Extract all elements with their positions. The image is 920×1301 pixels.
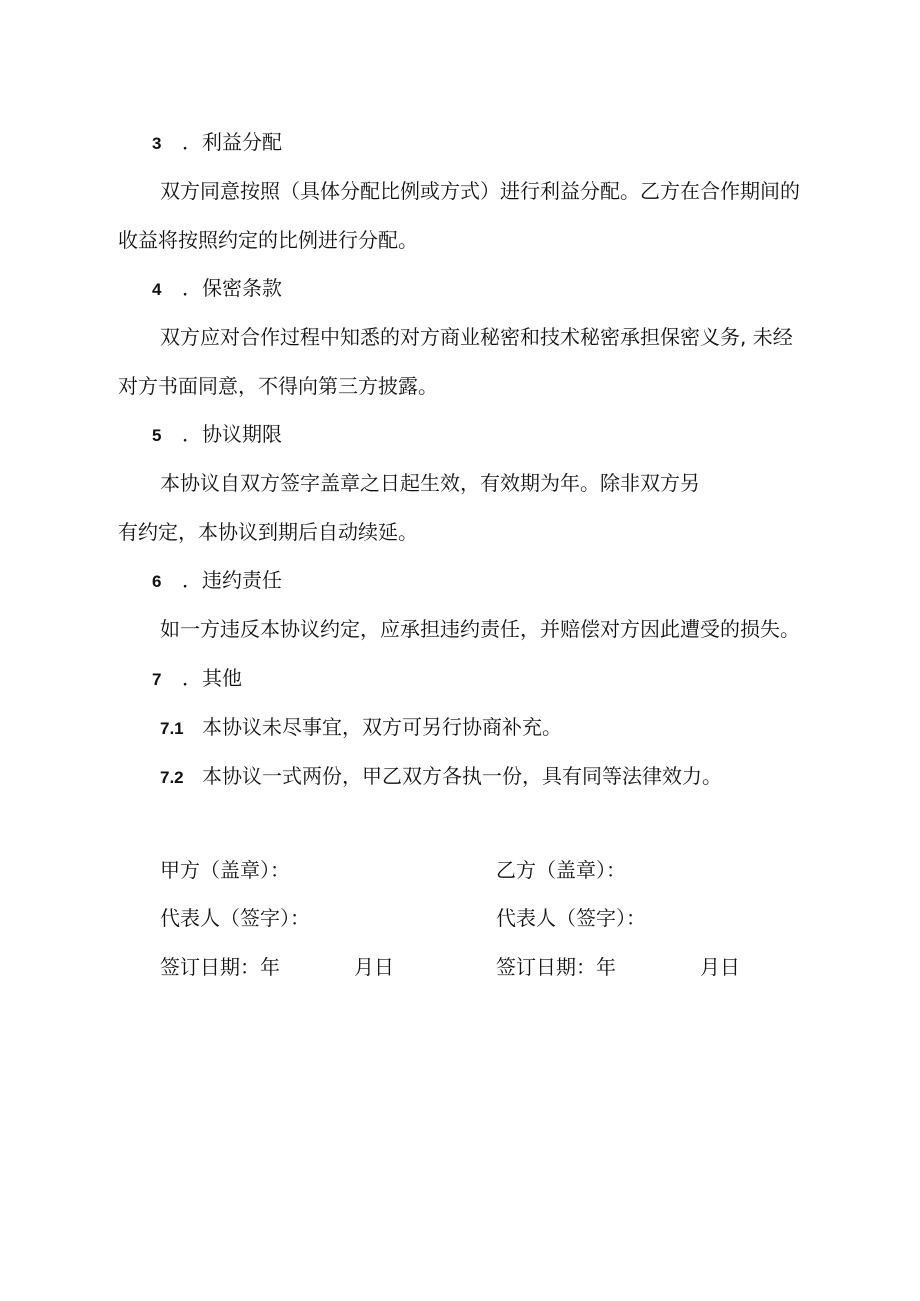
section-5-heading xyxy=(152,420,282,450)
section-5-body-line-1: 本协议自双方签字盖章之日起生效，有效期为年。除非双方另 xyxy=(160,471,700,495)
section-6-title: ．违约责任 xyxy=(182,568,282,592)
section-6-heading xyxy=(152,566,282,596)
party-a-date-label: 签订日期：年 xyxy=(160,955,280,979)
party-a-seal: 甲方（盖章）： xyxy=(160,858,290,882)
section-4-heading xyxy=(152,274,282,304)
section-5-title: ．协议期限 xyxy=(182,422,282,446)
section-3-number: 3 xyxy=(152,134,162,153)
section-3-heading xyxy=(152,128,282,158)
party-b-representative: 代表人（签字）： xyxy=(496,906,646,930)
section-4-title: ．保密条款 xyxy=(182,276,282,300)
section-6-body-line-1: 如一方违反本协议约定，应承担违约责任，并赔偿对方因此遭受的损失。 xyxy=(160,617,800,641)
subitem-7-2-text: 本协议一式两份，甲乙双方各执一份，具有同等法律效力。 xyxy=(202,764,722,788)
section-3-body-line-1: 双方同意按照（具体分配比例或方式）进行利益分配。乙方在合作期间的 xyxy=(160,179,800,203)
section-7-subitem-1 xyxy=(160,713,562,743)
party-b-seal: 乙方（盖章）： xyxy=(496,858,626,882)
party-a-date xyxy=(160,953,394,981)
subitem-7-2-number: 7.2 xyxy=(160,768,184,787)
section-4-body-line-1: 双方应对合作过程中知悉的对方商业秘密和技术秘密承担保密义务, 未经 xyxy=(160,325,793,349)
party-b-date-label: 签订日期：年 xyxy=(496,955,616,979)
section-7-subitem-2 xyxy=(160,762,722,792)
section-4-body-line-2: 对方书面同意，不得向第三方披露。 xyxy=(118,374,438,398)
party-b-date xyxy=(496,953,740,981)
section-7-heading xyxy=(152,664,242,694)
section-5-number: 5 xyxy=(152,426,162,445)
party-a-date-rest: 月日 xyxy=(354,955,394,979)
section-4-number: 4 xyxy=(152,280,162,299)
party-a-representative: 代表人（签字）： xyxy=(160,906,310,930)
party-b-date-rest: 月日 xyxy=(700,955,740,979)
section-3-title: ．利益分配 xyxy=(182,130,282,154)
section-5-body-line-2: 有约定，本协议到期后自动续延。 xyxy=(118,520,418,544)
subitem-7-1-number: 7.1 xyxy=(160,719,184,738)
subitem-7-1-text: 本协议未尽事宜，双方可另行协商补充。 xyxy=(202,715,562,739)
section-7-title: ．其他 xyxy=(182,666,242,690)
section-3-body-line-2: 收益将按照约定的比例进行分配。 xyxy=(118,228,418,252)
section-6-number: 6 xyxy=(152,572,162,591)
section-7-number: 7 xyxy=(152,670,162,689)
